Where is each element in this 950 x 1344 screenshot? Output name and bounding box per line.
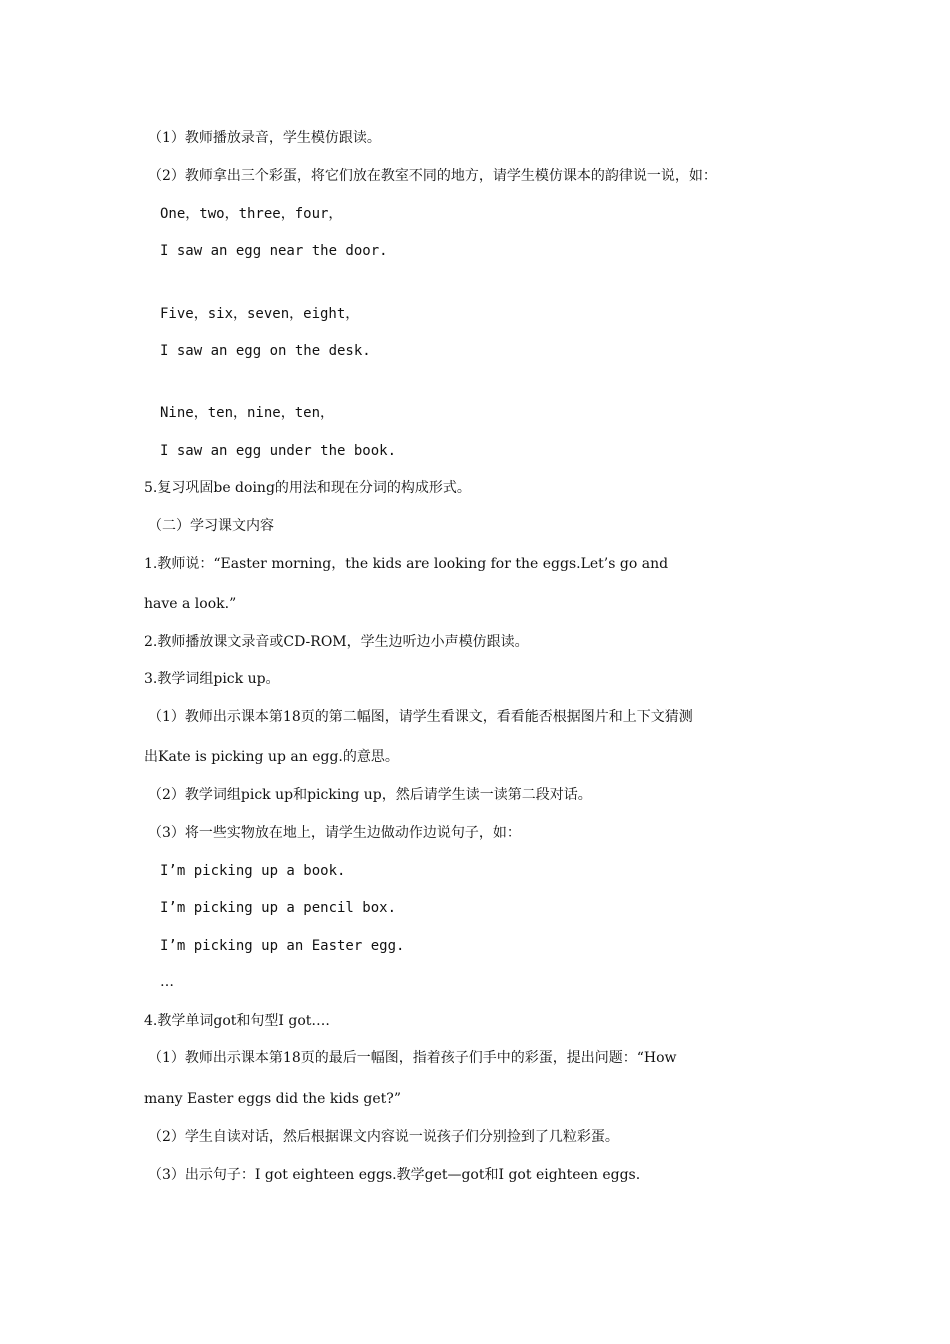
example-line: I’m picking up a pencil box. [160,900,397,916]
rhyme-line: Nine，ten，nine，ten， [160,405,335,421]
text-line: （1）教师出示课本第18页的第二幅图，请学生看课文，看看能否根据图片和上下文猜测 [148,709,693,725]
text-line: （2）教学词组pick up和picking up，然后请学生读一读第二段对话。 [148,787,592,803]
text-line: （2）学生自读对话，然后根据课文内容说一说孩子们分别捡到了几粒彩蛋。 [148,1129,619,1145]
text-line: （2）教师拿出三个彩蛋，将它们放在教室不同的地方，请学生模仿课本的韵律说一说，如： [148,168,717,184]
section-heading: （二）学习课文内容 [148,518,274,534]
text-line: （3）将一些实物放在地上，请学生边做动作边说句子，如： [148,825,521,841]
ellipsis-line: … [160,974,174,990]
text-line: 1.教师说：“Easter morning，the kids are looking for the eggs.Let’s go and [144,556,669,572]
text-line: 4.教学单词got和句型I got…. [144,1013,330,1029]
text-line: have a look.” [144,596,237,612]
text-line: 出Kate is picking up an egg.的意思。 [144,749,399,765]
example-line: I’m picking up a book. [160,863,346,879]
text-line: （1）教师播放录音，学生模仿跟读。 [148,130,381,146]
rhyme-line: I saw an egg on the desk. [160,343,371,359]
rhyme-line: Five，six，seven，eight， [160,306,360,322]
example-line: I’m picking up an Easter egg. [160,938,405,954]
text-line: 2.教师播放课文录音或CD-ROM，学生边听边小声模仿跟读。 [144,634,529,650]
text-line: many Easter eggs did the kids get?” [144,1091,401,1107]
text-line: （1）教师出示课本第18页的最后一幅图，指着孩子们手中的彩蛋，提出问题：“How [148,1050,677,1066]
rhyme-line: One，two，three，four， [160,206,343,222]
rhyme-line: I saw an egg near the door. [160,243,388,259]
rhyme-line: I saw an egg under the book. [160,443,397,459]
text-line: 5.复习巩固be doing的用法和现在分词的构成形式。 [144,480,471,496]
text-line: （3）出示句子：I got eighteen eggs.教学get—got和I got eighteen eggs. [148,1167,641,1183]
text-line: 3.教学词组pick up。 [144,671,280,687]
